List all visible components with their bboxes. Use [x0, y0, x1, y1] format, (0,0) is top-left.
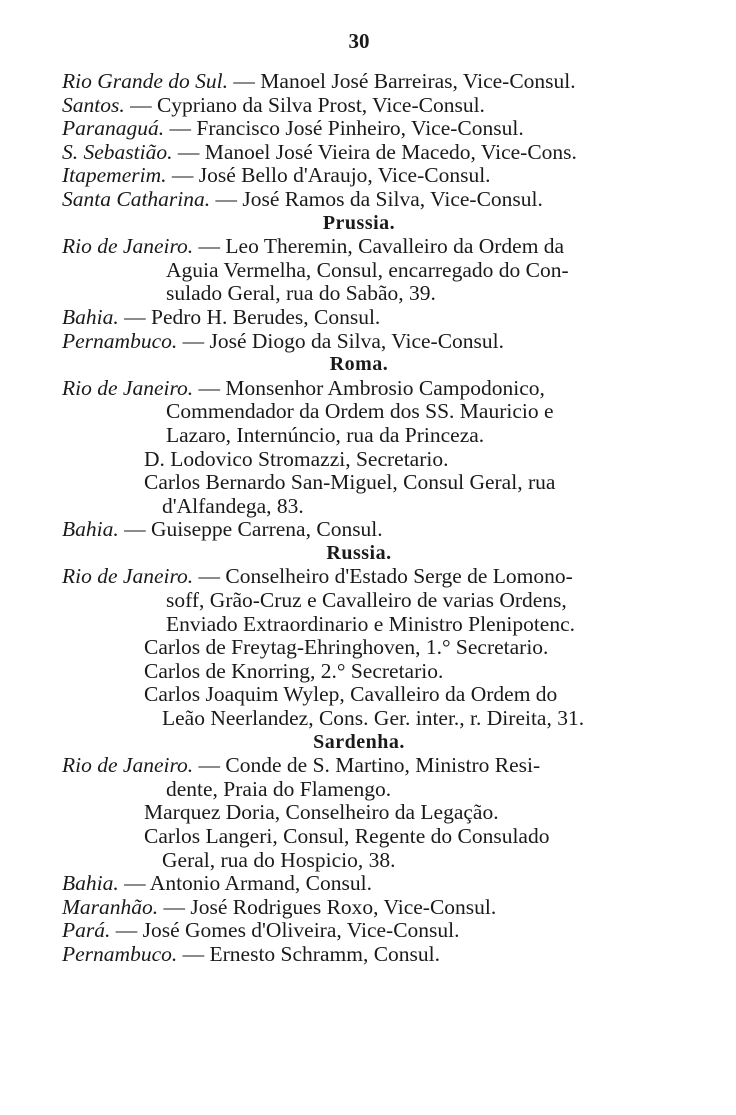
place-name: Bahia. — [62, 871, 119, 896]
place-name: Pernambuco. — [62, 328, 178, 353]
entry-continuation: d'Alfandega, 83. — [162, 493, 304, 518]
entry-continuation: soff, Grão-Cruz e Cavalleiro de varias Ordens, — [166, 588, 567, 613]
entry-continuation: dente, Praia do Flamengo. — [166, 776, 392, 801]
entry-line — [62, 754, 656, 778]
entry-text: — José Bello d'Araujo, Vice-Consul. — [166, 163, 491, 188]
entry-continuation: Carlos Joaquim Wylep, Cavalleiro da Ordem do — [144, 682, 558, 707]
entry-text: — Monsenhor Ambrosio Campodonico, — [193, 375, 545, 400]
entry-continuation: Carlos Bernardo San-Miguel, Consul Geral, rua — [144, 470, 556, 495]
entry-text: — Guiseppe Carrena, Consul. — [118, 517, 383, 542]
section-heading: Prussia. — [322, 211, 396, 234]
entry-continuation: Aguia Vermelha, Consul, encarregado do Con- — [166, 257, 569, 282]
entry-line — [62, 306, 656, 330]
place-name: Pernambuco. — [62, 941, 178, 966]
entry-text: — José Ramos da Silva, Vice-Consul. — [210, 186, 543, 211]
entry-line — [62, 70, 656, 94]
section-heading: Roma. — [329, 353, 389, 376]
entry-line — [62, 188, 656, 212]
entry-continuation: Carlos Langeri, Consul, Regente do Consulado — [144, 824, 550, 848]
place-name: Rio de Janeiro. — [62, 375, 194, 400]
place-name: Bahia. — [62, 304, 119, 329]
entry-line — [62, 518, 656, 542]
entry-continuation: sulado Geral, rua do Sabão, 39. — [166, 281, 436, 306]
place-name: Pará. — [62, 918, 111, 943]
entry-line — [62, 565, 656, 589]
entry-line — [62, 330, 656, 354]
page-number: 30 — [348, 29, 370, 53]
entry-continuation: Lazaro, Internúncio, rua da Princeza. — [166, 422, 485, 447]
entry-continuation: Leão Neerlandez, Cons. Ger. inter., r. Direita, 31. — [162, 706, 585, 731]
entry-text: — Manoel José Vieira de Macedo, Vice-Cons. — [172, 139, 577, 164]
entry-line — [62, 164, 656, 188]
section-heading: Sardenha. — [313, 730, 405, 753]
place-name: Rio Grande do Sul. — [62, 69, 229, 93]
place-name: Santa Catharina. — [62, 186, 211, 211]
place-name: Rio de Janeiro. — [62, 753, 194, 778]
entry-text: — José Gomes d'Oliveira, Vice-Consul. — [110, 918, 460, 943]
entry-text: — Ernesto Schramm, Consul. — [177, 941, 441, 966]
section-heading: Russia. — [326, 541, 392, 564]
entry-continuation: Marquez Doria, Conselheiro da Legação. — [144, 800, 499, 825]
place-name: Santos. — [62, 92, 125, 117]
entry-text: — Leo Theremin, Cavalleiro da Ordem da — [193, 234, 565, 259]
entry-text: — Pedro H. Berudes, Consul. — [118, 304, 381, 329]
place-name: Itapemerim. — [62, 163, 167, 188]
entry-text: — José Diogo da Silva, Vice-Consul. — [177, 328, 505, 353]
entry-text: — Cypriano da Silva Prost, Vice-Consul. — [124, 92, 485, 117]
entry-text: — Manoel José Barreiras, Vice-Consul. — [228, 69, 576, 93]
entry-text: — José Rodrigues Roxo, Vice-Consul. — [158, 894, 497, 919]
entry-line — [62, 872, 656, 896]
entry-continuation: Commendador da Ordem dos SS. Mauricio e — [166, 399, 554, 424]
place-name: Bahia. — [62, 517, 119, 542]
entry-line — [62, 94, 656, 118]
place-name: S. Sebastião. — [62, 139, 173, 164]
entry-continuation: Enviado Extraordinario e Ministro Plenipotenc. — [166, 611, 576, 636]
entry-line — [62, 943, 656, 967]
entry-continuation: Geral, rua do Hospicio, 38. — [162, 847, 396, 872]
entry-text: — Conde de S. Martino, Ministro Resi- — [193, 753, 541, 778]
place-name: Maranhão. — [62, 894, 159, 919]
entry-continuation: Carlos de Knorring, 2.° Secretario. — [144, 658, 444, 683]
place-name: Rio de Janeiro. — [62, 564, 194, 589]
entry-text: — Antonio Armand, Consul. — [118, 871, 372, 896]
entry-text: — Francisco José Pinheiro, Vice-Consul. — [164, 116, 524, 141]
entry-text: — Conselheiro d'Estado Serge de Lomono- — [193, 564, 573, 589]
entry-line — [62, 919, 656, 943]
entry-line — [62, 377, 656, 401]
entry-line — [62, 235, 656, 259]
entry-continuation: Carlos de Freytag-Ehringhoven, 1.° Secretario. — [144, 635, 549, 660]
entry-line — [62, 117, 656, 141]
place-name: Rio de Janeiro. — [62, 234, 194, 259]
document-body — [62, 70, 656, 967]
entry-line — [62, 896, 656, 920]
place-name: Paranaguá. — [62, 116, 165, 141]
entry-line — [62, 141, 656, 165]
entry-continuation: D. Lodovico Stromazzi, Secretario. — [144, 446, 449, 471]
